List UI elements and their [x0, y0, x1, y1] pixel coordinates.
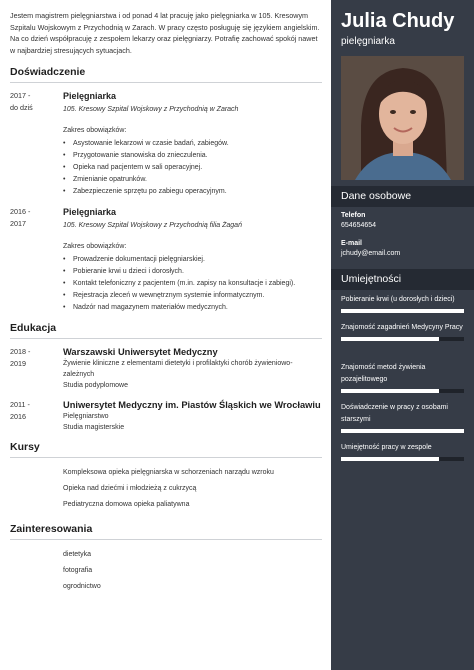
skill-item — [341, 402, 464, 433]
candidate-role: pielęgniarka — [341, 36, 395, 47]
skill-name: Znajomość metod żywienia pozajelitowego — [341, 364, 426, 383]
interest-item: fotografia — [63, 567, 93, 574]
skill-bar — [341, 309, 464, 313]
education-field: Żywienie kliniczne z elementami dietetyki i profilaktyki chorób żywieniowo-zależnych — [63, 360, 293, 378]
duty-item: • Kontakt telefoniczny z pacjentem (m.in. zapisy na konsultacje i zabiegi). — [63, 278, 322, 290]
course-item: Kompleksowa opieka pielęgniarska w schorzeniach narządu wzroku — [63, 469, 274, 476]
skill-bar-fill — [341, 389, 439, 393]
duty-item: • Opieka nad pacjentem w sali operacyjnej. — [63, 162, 322, 174]
experience-entry — [10, 206, 322, 314]
skill-bar-fill — [341, 457, 439, 461]
section-title-experience: Doświadczenie — [10, 66, 322, 83]
skill-bar — [341, 389, 464, 393]
duties-list — [63, 254, 322, 314]
skill-item — [341, 442, 464, 461]
duty-item: • Zmienianie opatrunków. — [63, 174, 322, 186]
job-title: Pielęgniarka — [63, 91, 117, 101]
experience-date — [10, 206, 63, 314]
section-title-education: Edukacja — [10, 322, 322, 339]
education-date — [10, 346, 63, 391]
education-entry — [10, 346, 322, 391]
phone-value: 654654654 — [341, 222, 377, 229]
skill-name: Pobieranie krwi (u dorosłych i dzieci) — [341, 296, 455, 303]
email-value: jchudy@email.com — [341, 250, 401, 257]
duty-item: • Prowadzenie dokumentacji pielęgniarskiej. — [63, 254, 322, 266]
profile-photo — [341, 56, 464, 180]
email-label: E-mail — [341, 240, 363, 247]
duties-label: Zakres obowiązków: — [63, 243, 127, 250]
school-name: Warszawski Uniwersytet Medyczny — [63, 347, 218, 357]
candidate-name: Julia Chudy — [341, 10, 455, 32]
school-name: Uniwersytet Medyczny im. Piastów Śląskich we Wrocławiu — [63, 400, 321, 410]
skill-bar-fill — [341, 309, 464, 313]
intro-text: Jestem magistrem pielęgniarstwa i od ponad 4 lat pracuję jako pielęgniarka w 105. Kresowym Szpitalu Wojskowym z Przychodnią w Zarach. W pracy często posługuję się językiem angielskim. Na co dzień współpracuję z zespołem lekarzy oraz pielęgniarzy. Potrafię zachować spokój nawet w najbardziej stresujących sytuacjach. — [10, 11, 320, 55]
experience-body — [63, 206, 322, 314]
duty-item: • Zabezpieczenie sprzętu po zabiegu operacyjnym. — [63, 186, 322, 198]
skill-bar-fill — [341, 429, 464, 433]
skill-name: Doświadczenie w pracy z osobami starszymi — [341, 404, 448, 423]
email-block — [331, 240, 410, 257]
personal-data-header: Dane osobowe — [331, 186, 474, 207]
skill-bar — [341, 337, 464, 341]
education-date-text: 2018 - 2019 — [10, 347, 31, 368]
course-item: Pediatryczna domowa opieka paliatywna — [63, 501, 190, 508]
skill-name: Umiejętność pracy w zespole — [341, 444, 432, 451]
interest-item: dietetyka — [63, 551, 92, 558]
section-title-interests: Zainteresowania — [10, 523, 322, 540]
education-date — [10, 399, 63, 433]
duty-item: • Nadzór nad magazynem materiałów medycznych. — [63, 302, 322, 314]
skill-item — [341, 294, 464, 313]
employer: 105. Kresowy Szpital Wojskowy z Przychodnią filia Żagań — [63, 222, 242, 229]
interests-list — [10, 547, 322, 595]
course-item: Opieka nad dziećmi i młodzieżą z cukrzycą — [63, 485, 197, 492]
skills-header: Umiejętności — [331, 269, 474, 290]
interest-item: ogrodnictwo — [63, 583, 101, 590]
education-date-text: 2011 - 2016 — [10, 400, 30, 421]
education-degree: Studia magisterskie — [63, 424, 125, 431]
duty-item: • Asystowanie lekarzowi w czasie badań, zabiegów. — [63, 138, 322, 150]
duty-item: • Rejestracja zleceń w wewnętrznym systemie informatycznym. — [63, 290, 322, 302]
education-body — [63, 346, 322, 391]
skill-item — [341, 362, 464, 393]
skill-bar — [341, 457, 464, 461]
experience-date-text: 2017 - do dziś — [10, 91, 33, 112]
duties-label: Zakres obowiązków: — [63, 127, 127, 134]
courses-list — [10, 465, 322, 513]
education-field: Pielęgniarstwo — [63, 413, 109, 420]
skill-item — [341, 322, 464, 341]
sidebar — [331, 0, 474, 670]
skill-name: Znajomość zagadnień Medycyny Pracy — [341, 324, 463, 331]
duty-item: • Pobieranie krwi u dzieci i dorosłych. — [63, 266, 322, 278]
experience-date-text: 2016 - 2017 — [10, 207, 31, 228]
education-degree: Studia podyplomowe — [63, 382, 128, 389]
experience-entry — [10, 90, 322, 198]
duty-item: • Przygotowanie stanowiska do znieczulenia. — [63, 150, 322, 162]
phone-label: Telefon — [341, 212, 366, 219]
experience-date — [10, 90, 63, 198]
job-title: Pielęgniarka — [63, 207, 117, 217]
education-body — [63, 399, 322, 433]
duties-list — [63, 138, 322, 198]
section-title-courses: Kursy — [10, 441, 322, 458]
portrait-image — [341, 56, 464, 180]
employer: 105. Kresowy Szpital Wojskowy z Przychodnią w Zarach — [63, 106, 239, 113]
phone-block — [331, 212, 386, 229]
experience-body — [63, 90, 322, 198]
education-entry — [10, 399, 322, 433]
skill-bar-fill — [341, 337, 439, 341]
skill-bar — [341, 429, 464, 433]
